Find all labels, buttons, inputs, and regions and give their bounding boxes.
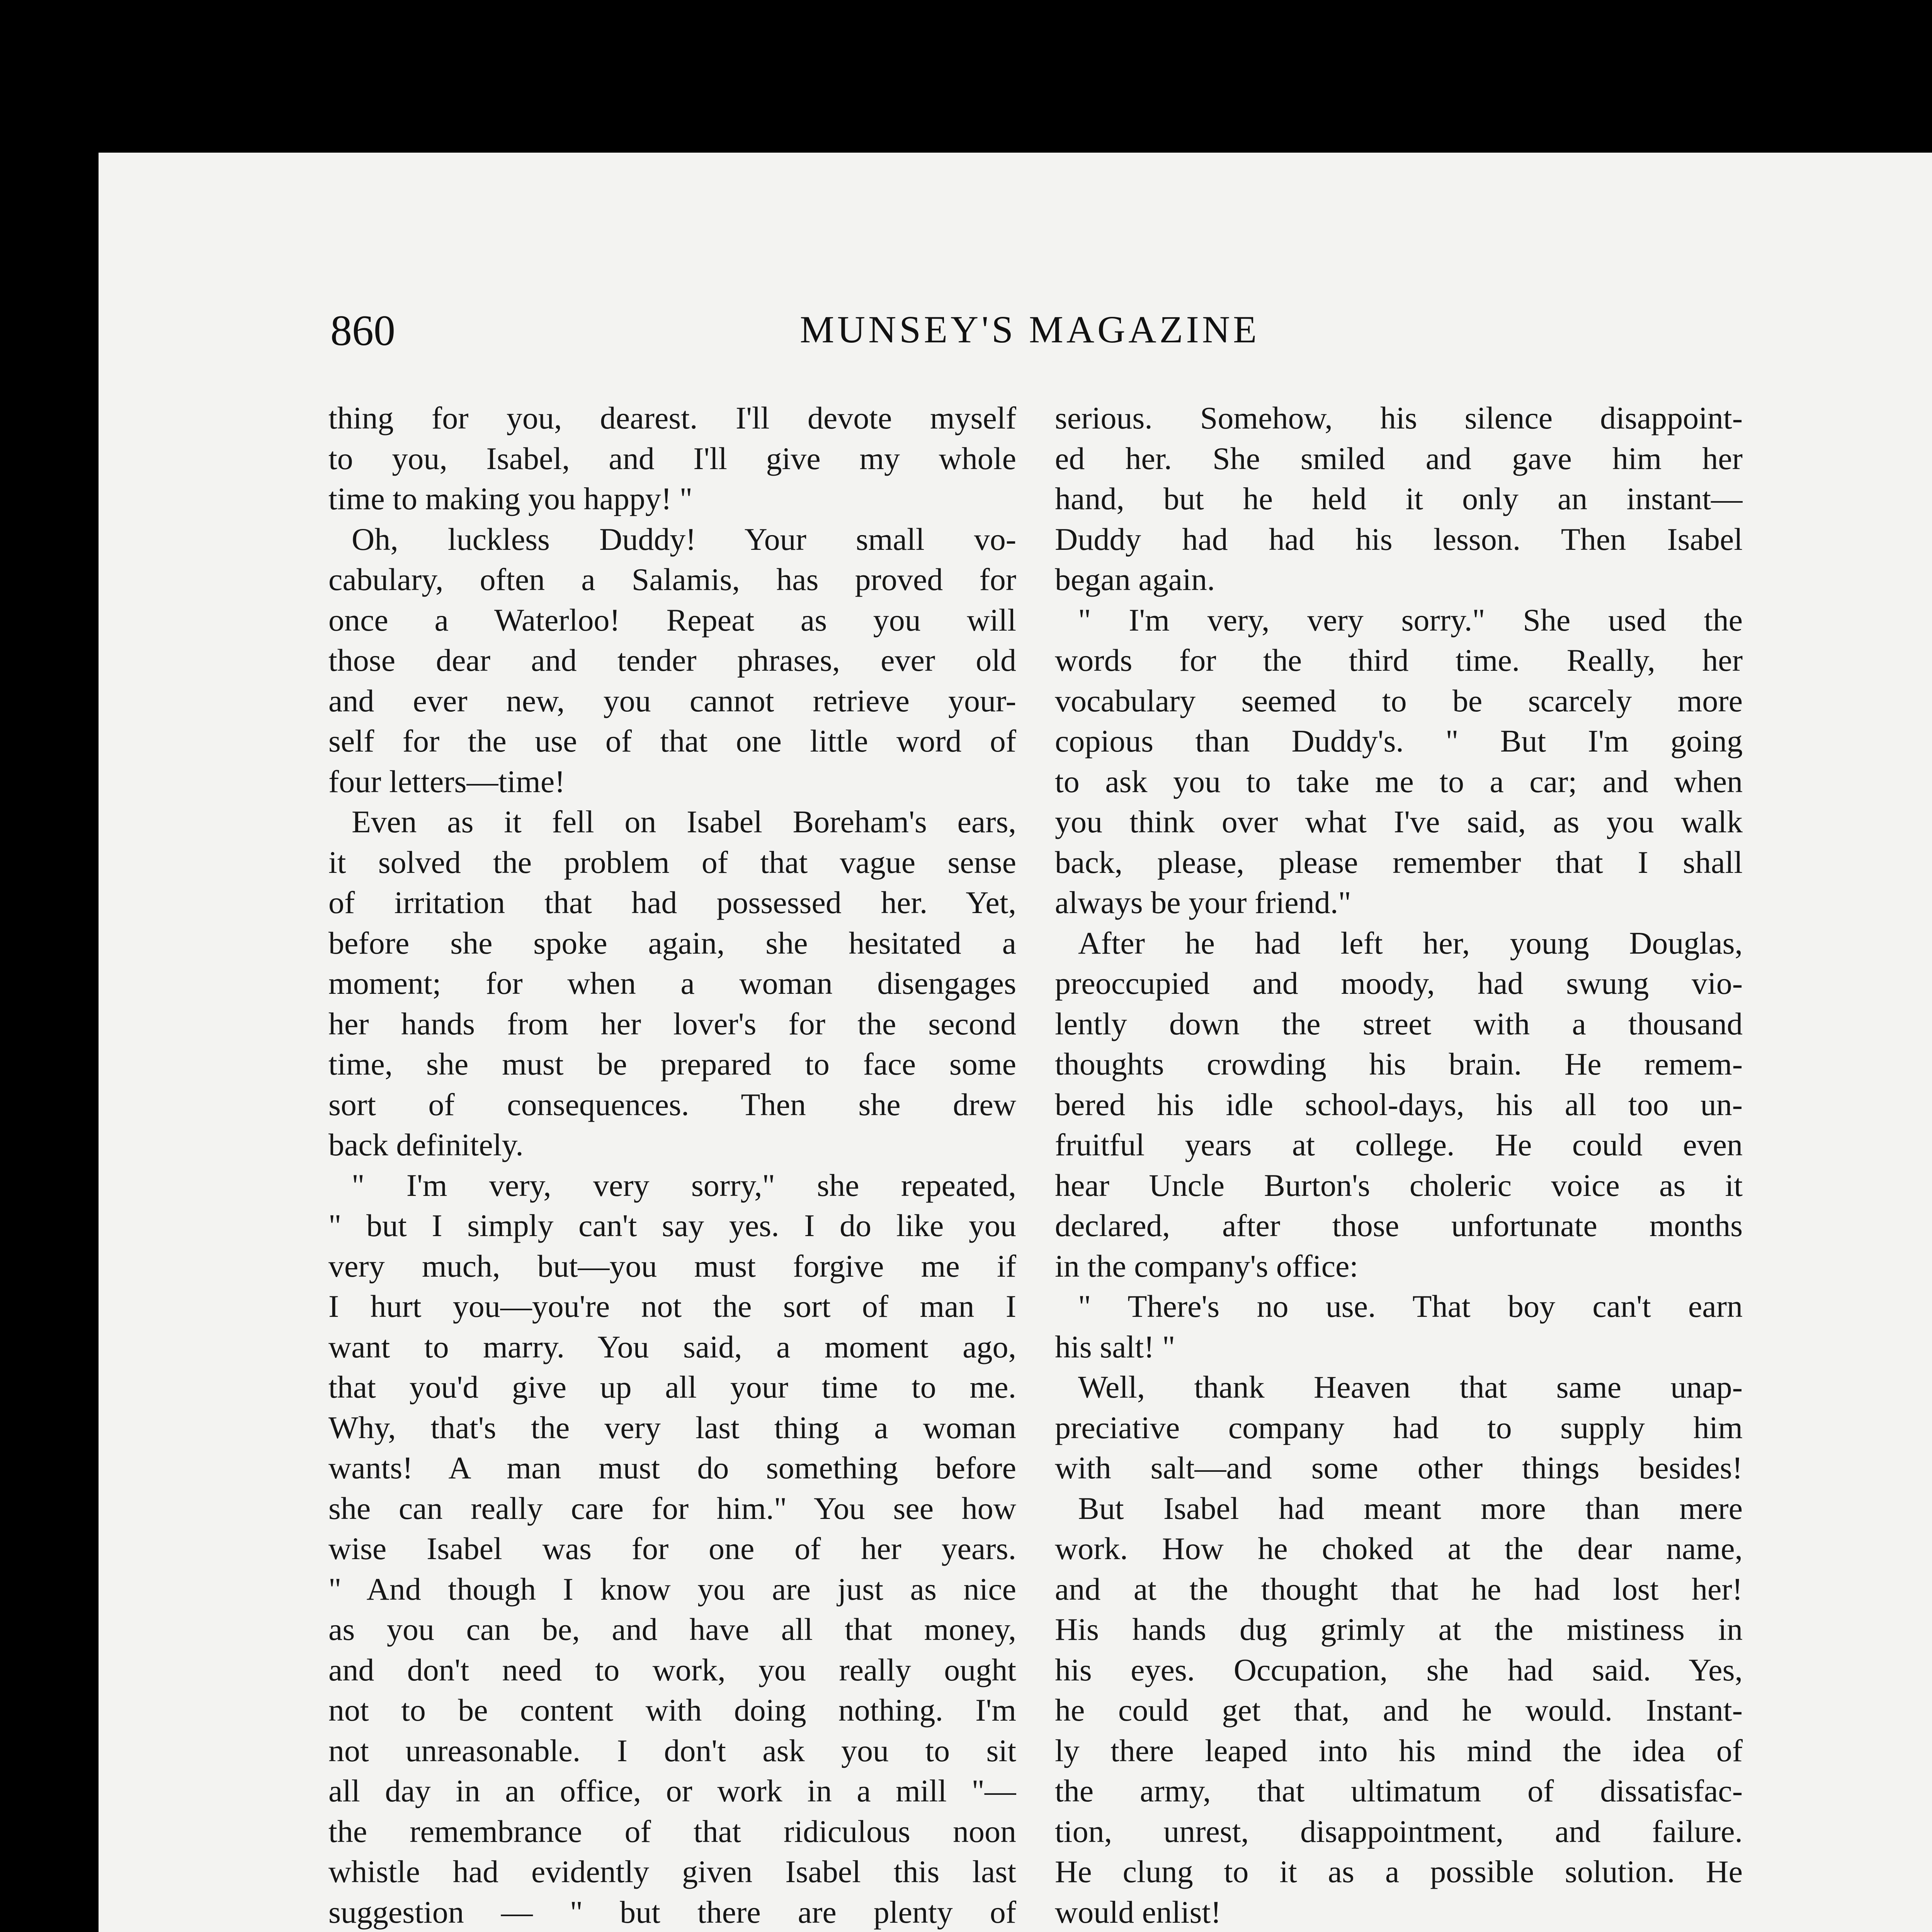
text-line: Why, that's the very last thing a woman bbox=[328, 1410, 1016, 1445]
text-line: declared, after those unfortunate months bbox=[1055, 1208, 1743, 1243]
text-line: once a Waterloo! Repeat as you will bbox=[328, 602, 1016, 638]
text-line: to you, Isabel, and I'll give my whole bbox=[328, 440, 1016, 476]
text-line: not to be content with doing nothing. I'm bbox=[328, 1692, 1016, 1728]
right-text-column bbox=[1055, 398, 1743, 1932]
text-line: time, she must be prepared to face some bbox=[328, 1046, 1016, 1082]
text-line: and don't need to work, you really ought bbox=[328, 1652, 1016, 1687]
text-line: wants! A man must do something before bbox=[328, 1450, 1016, 1485]
text-line: all day in an office, or work in a mill "— bbox=[328, 1773, 1016, 1808]
text-line: in the company's office: bbox=[1055, 1248, 1359, 1284]
text-line: those dear and tender phrases, ever old bbox=[328, 643, 1016, 678]
text-line: hear Uncle Burton's choleric voice as it bbox=[1055, 1167, 1743, 1203]
text-line: ed her. She smiled and gave him her bbox=[1055, 440, 1743, 476]
text-line: cabulary, often a Salamis, has proved for bbox=[328, 562, 1016, 597]
left-text-column bbox=[328, 398, 1016, 1932]
text-line: self for the use of that one little word of bbox=[328, 723, 1016, 759]
text-line: would enlist! bbox=[1055, 1894, 1221, 1930]
text-line: preoccupied and moody, had swung vio- bbox=[1055, 966, 1743, 1001]
text-line: before she spoke again, she hesitated a bbox=[328, 925, 1016, 961]
text-line: lently down the street with a thousand bbox=[1055, 1006, 1743, 1041]
text-line: his eyes. Occupation, she had said. Yes, bbox=[1055, 1652, 1743, 1687]
text-line: But Isabel had meant more than mere bbox=[1078, 1490, 1743, 1526]
text-line: fruitful years at college. He could even bbox=[1055, 1127, 1743, 1162]
text-line: Oh, luckless Duddy! Your small vo- bbox=[352, 521, 1016, 557]
text-line: I hurt you—you're not the sort of man I bbox=[328, 1289, 1016, 1324]
text-line: vocabulary seemed to be scarcely more bbox=[1055, 683, 1743, 718]
text-line: and ever new, you cannot retrieve your- bbox=[328, 683, 1016, 718]
text-line: After he had left her, young Douglas, bbox=[1078, 925, 1743, 961]
text-line: hand, but he held it only an instant— bbox=[1055, 481, 1743, 516]
text-line: four letters—time! bbox=[328, 764, 565, 799]
text-line: the remembrance of that ridiculous noon bbox=[328, 1813, 1016, 1849]
text-line: words for the third time. Really, her bbox=[1055, 643, 1743, 678]
text-line: preciative company had to supply him bbox=[1055, 1410, 1743, 1445]
text-line: wise Isabel was for one of her years. bbox=[328, 1531, 1016, 1566]
text-line: copious than Duddy's. " But I'm going bbox=[1055, 723, 1743, 759]
text-line: you think over what I've said, as you walk bbox=[1055, 804, 1743, 839]
text-line: whistle had evidently given Isabel this last bbox=[328, 1854, 1016, 1889]
text-line: very much, but—you must forgive me if bbox=[328, 1248, 1016, 1284]
text-line: thoughts crowding his brain. He remem- bbox=[1055, 1046, 1743, 1082]
text-line: " I'm very, very sorry," she repeated, bbox=[352, 1167, 1016, 1203]
text-line: ly there leaped into his mind the idea of bbox=[1055, 1733, 1743, 1768]
text-line: work. How he choked at the dear name, bbox=[1055, 1531, 1743, 1566]
text-line: thing for you, dearest. I'll devote myself bbox=[328, 400, 1016, 435]
text-line: to ask you to take me to a car; and when bbox=[1055, 764, 1743, 799]
text-line: that you'd give up all your time to me. bbox=[328, 1369, 1016, 1405]
text-line: the army, that ultimatum of dissatisfac- bbox=[1055, 1773, 1743, 1808]
text-line: time to making you happy! " bbox=[328, 481, 693, 516]
text-line: " There's no use. That boy can't earn bbox=[1078, 1289, 1743, 1324]
text-line: Well, thank Heaven that same unap- bbox=[1078, 1369, 1743, 1405]
text-line: " I'm very, very sorry." She used the bbox=[1078, 602, 1743, 638]
text-line: her hands from her lover's for the second bbox=[328, 1006, 1016, 1041]
text-line: of irritation that had possessed her. Yet, bbox=[328, 885, 1016, 920]
text-line: suggestion — " but there are plenty of bbox=[328, 1894, 1016, 1930]
text-line: back, please, please remember that I shall bbox=[1055, 844, 1743, 880]
text-line: and at the thought that he had lost her! bbox=[1055, 1571, 1743, 1607]
text-line: not unreasonable. I don't ask you to sit bbox=[328, 1733, 1016, 1768]
text-line: back definitely. bbox=[328, 1127, 524, 1162]
text-line: she can really care for him." You see how bbox=[328, 1490, 1016, 1526]
text-line: it solved the problem of that vague sense bbox=[328, 844, 1016, 880]
text-line: His hands dug grimly at the mistiness in bbox=[1055, 1612, 1743, 1647]
text-line: began again. bbox=[1055, 562, 1215, 597]
text-line: He clung to it as a possible solution. He bbox=[1055, 1854, 1743, 1889]
running-header-title: MUNSEY'S MAGAZINE bbox=[800, 308, 1260, 351]
text-line: bered his idle school-days, his all too un- bbox=[1055, 1087, 1743, 1122]
text-line: Duddy had had his lesson. Then Isabel bbox=[1055, 521, 1743, 557]
text-line: his salt! " bbox=[1055, 1329, 1175, 1364]
text-line: " And though I know you are just as nice bbox=[328, 1571, 1016, 1607]
text-line: he could get that, and he would. Instant- bbox=[1055, 1692, 1743, 1728]
text-line: sort of consequences. Then she drew bbox=[328, 1087, 1016, 1122]
text-line: tion, unrest, disappointment, and failure. bbox=[1055, 1813, 1743, 1849]
text-line: with salt—and some other things besides! bbox=[1055, 1450, 1743, 1485]
text-line: " but I simply can't say yes. I do like you bbox=[328, 1208, 1016, 1243]
text-line: Even as it fell on Isabel Boreham's ears, bbox=[352, 804, 1016, 839]
page-number: 860 bbox=[330, 307, 395, 355]
text-line: moment; for when a woman disengages bbox=[328, 966, 1016, 1001]
text-line: serious. Somehow, his silence disappoint- bbox=[1055, 400, 1743, 435]
text-line: always be your friend." bbox=[1055, 885, 1351, 920]
text-line: want to marry. You said, a moment ago, bbox=[328, 1329, 1016, 1364]
text-line: as you can be, and have all that money, bbox=[328, 1612, 1016, 1647]
